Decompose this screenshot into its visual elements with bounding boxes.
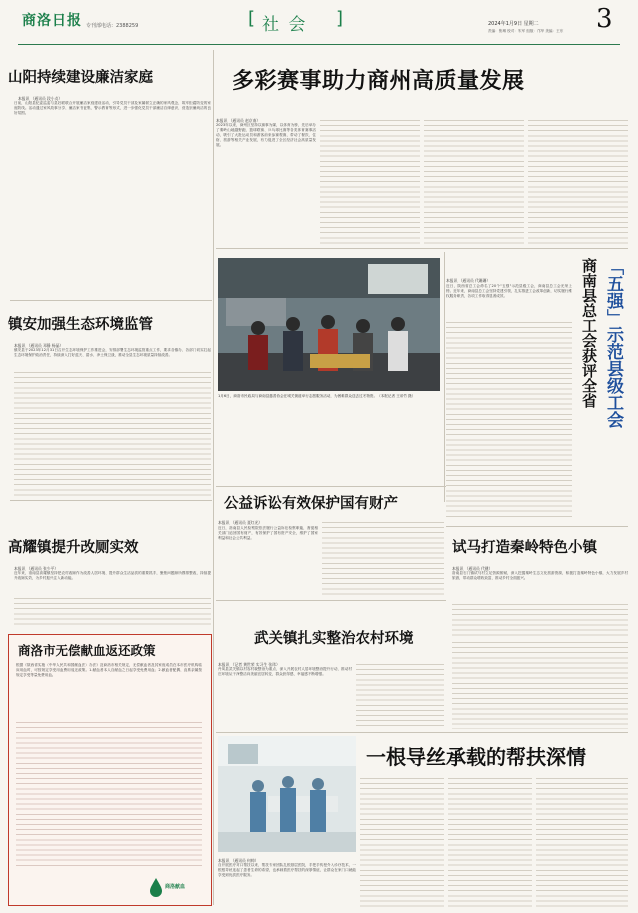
body-qinling-filler [452, 602, 628, 636]
shangnan-char: 获 [580, 348, 598, 363]
byline-qinling: 本报讯 （通讯员 代健） [452, 566, 493, 571]
byline-shanyang: 本报讯 （通讯员 段小贞） [18, 96, 63, 101]
headline-gaoyao: 高耀镇提升改厕实效 [8, 540, 139, 556]
byline-shangnan: 本报讯 （通讯员 代珊珊） [446, 278, 491, 283]
body-public-interest: 近日，洛南县人民检察院依法履行公益诉讼检察职能，督促相关部门追回国有财产，有效保护了国有资产安全，维护了国家利益和社会公共利益。 [218, 526, 318, 541]
headline-shangnan: 「五强」示范县级工会 [603, 258, 623, 428]
body-wuguan-col2 [356, 662, 444, 729]
shangnan-prefix-text: 商 [580, 258, 598, 273]
body-main-col4 [528, 118, 628, 245]
body-shangnan: 近日，陕西省总工会命名了20个"五强"示范县级工会，商南县总工会光荣上榜。近年来，商南县总工会坚持党建引领，扎实推进工会改革创新，切实履行维权服务职责，各项工作取得显著成效。 [446, 284, 572, 299]
body-wuguan: 丹凤县武关镇以村容村貌整治为重点，深入开展农村人居环境整治提升行动，推动村庄环境从干净整洁向美丽宜居转变，群众获得感、幸福感不断增强。 [218, 667, 352, 677]
body-zhenan-filler [14, 370, 211, 496]
body-guide-wire-col3 [448, 776, 532, 907]
shangnan-char: 全 [580, 378, 598, 393]
byline-public-interest: 本报讯 （通讯员 聂红光） [218, 520, 263, 525]
byline-main: 本报讯 （通讯员 赵京南） [216, 118, 261, 123]
body-zhenan: 镇安县于2023年12月31日召开生态环境保护工作推进会，安排部署生态环境监管重点工作，要求各镇办、各部门切实扛起生态环境保护政治责任，持续深入打好蓝天、碧水、净土保卫战，推动全县生态环境质量持续改善。 [14, 348, 211, 358]
blood-logo-text: 商洛献血 [165, 884, 186, 890]
body-shangnan-filler [446, 320, 572, 520]
news-photo [218, 258, 440, 391]
newspaper-logo: 商洛日报 [22, 13, 82, 29]
byline-gaoyao: 本报讯 （通讯员 张少平） [14, 566, 59, 571]
headline-blood: 商洛市无偿献血返还政策 [18, 643, 156, 658]
masthead [0, 0, 638, 46]
body-main-col1: 2023年以来，商州区坚持以赛事为媒，以体育为桥，先后举办了秦岭山地越野跑、篮球联赛、乒乓球比赛等各类体育赛事活动，吸引了大批运动员和游客前来参赛观赛，带动了餐饮、住宿、旅游等相关产业发展，有力促进了全区经济社会高质量发展。 [216, 123, 316, 148]
body-gaoyao-filler [14, 596, 211, 626]
headline-guide-wire: 一根导丝承载的帮扶深情 [366, 745, 586, 769]
photo-caption: 1月6日，商洛市民政局与商南县慈善协会在城关街道举行志愿服务活动，为困难群众送去过冬物资。（本报记者 王帝竹 摄） [218, 394, 416, 398]
headline-zhenan: 镇安加强生态环境监管 [8, 317, 153, 333]
body-guide-wire-col4 [536, 776, 628, 907]
shangnan-char: 县 [580, 288, 598, 303]
body-public-interest-col2 [322, 520, 444, 596]
body-qinling: 洛南县石门镇试马村立足资源禀赋，深入挖掘秦岭生态文化旅游资源，积极打造秦岭特色小镇，大力发展乡村旅游，带动群众增收致富，推动乡村全面振兴。 [452, 571, 628, 581]
headline-shangnan-prefix [580, 258, 597, 408]
byline-wuguan: 本报讯 （记者 黄世荣 实习生 张玮） [218, 662, 280, 667]
byline-guide-wire: 本报讯 （通讯员 何帅） [218, 858, 259, 863]
shangnan-char: 评 [580, 363, 598, 378]
shangnan-char: 南 [580, 273, 598, 288]
section-title: 社 会 [262, 15, 308, 35]
body-main-col2 [320, 118, 420, 245]
blood-drop-icon [148, 877, 164, 897]
issue-date: 2024年1月9日 星期二 [488, 21, 539, 27]
shangnan-char: 会 [580, 333, 598, 348]
body-blood: 根据《陕西省实施〈中华人民共和国献血法〉办法》及商洛市相关规定，无偿献血者及其家庭成员在本市医疗机构临床用血时，可按规定享受用血费用返还政策。1.献血者本人自献血之日起享受免费用血；2.献血者配偶、直系亲属按规定享受等量免费用血。 [16, 663, 202, 678]
pub-info: 专刊部电话：2388259 [86, 23, 139, 29]
photo-scene [218, 258, 440, 391]
body-blood-filler [16, 720, 202, 870]
headline-public-interest: 公益诉讼有效保护国有财产 [224, 496, 398, 512]
page-number: 3 [596, 4, 613, 34]
headline-shangnan-vertical [604, 258, 628, 428]
shangnan-char: 总 [580, 303, 598, 318]
shangnan-char: 工 [580, 318, 598, 333]
section-bracket-right: ] [336, 8, 344, 29]
shangnan-char: 省 [580, 393, 598, 408]
hospital-scene [218, 736, 356, 852]
editor-line: 责编：焦琳 校对：朱军 组版：邝华 美编：王东 [488, 29, 564, 33]
section-bracket-left: [ [248, 8, 256, 29]
blood-logo [148, 877, 198, 899]
body-gaoyao: 近年来，洛南县高耀镇坚持把农村改厕作为改善人居环境、提升群众生活品质的重要抓手，聚焦问题厕所摸排整改，持续提升改厕实效，为乡村振兴注入新动能。 [14, 571, 211, 581]
headline-shanyang: 山阳持续建设廉洁家庭 [8, 70, 153, 86]
body-guide-wire: 自开展医疗对口帮扶以来，帮扶专家团队扎根基层医院，手把手传授介入诊疗技术，一根根导丝连起了患者生命的希望，也承载着医疗帮扶的深厚情谊，让群众在家门口就能享受到优质医疗服务。 [218, 863, 356, 878]
body-shanyang: 日前，山阳县纪委监委与县妇联联合开展廉洁家庭建设活动，引导党员干部及家属树立正确的家风观念，筑牢拒腐防变的家庭防线。活动通过家风故事分享、廉洁家书征集、警示教育等形式，进一步强化党员干部廉洁自律意识，营造崇廉尚洁的良好氛围。 [14, 101, 211, 116]
headline-main: 多彩赛事助力商州高质量发展 [232, 69, 525, 94]
headline-wuguan: 武关镇扎实整治农村环境 [254, 631, 414, 647]
hospital-photo [218, 736, 356, 852]
body-wuguan-col3 [452, 640, 628, 729]
byline-zhenan: 本报讯 （通讯员 邓静 杨晶） [14, 343, 64, 348]
body-guide-wire-col2 [360, 776, 444, 907]
headline-qinling: 试马打造秦岭特色小镇 [452, 540, 597, 556]
body-main-col3 [424, 118, 524, 245]
